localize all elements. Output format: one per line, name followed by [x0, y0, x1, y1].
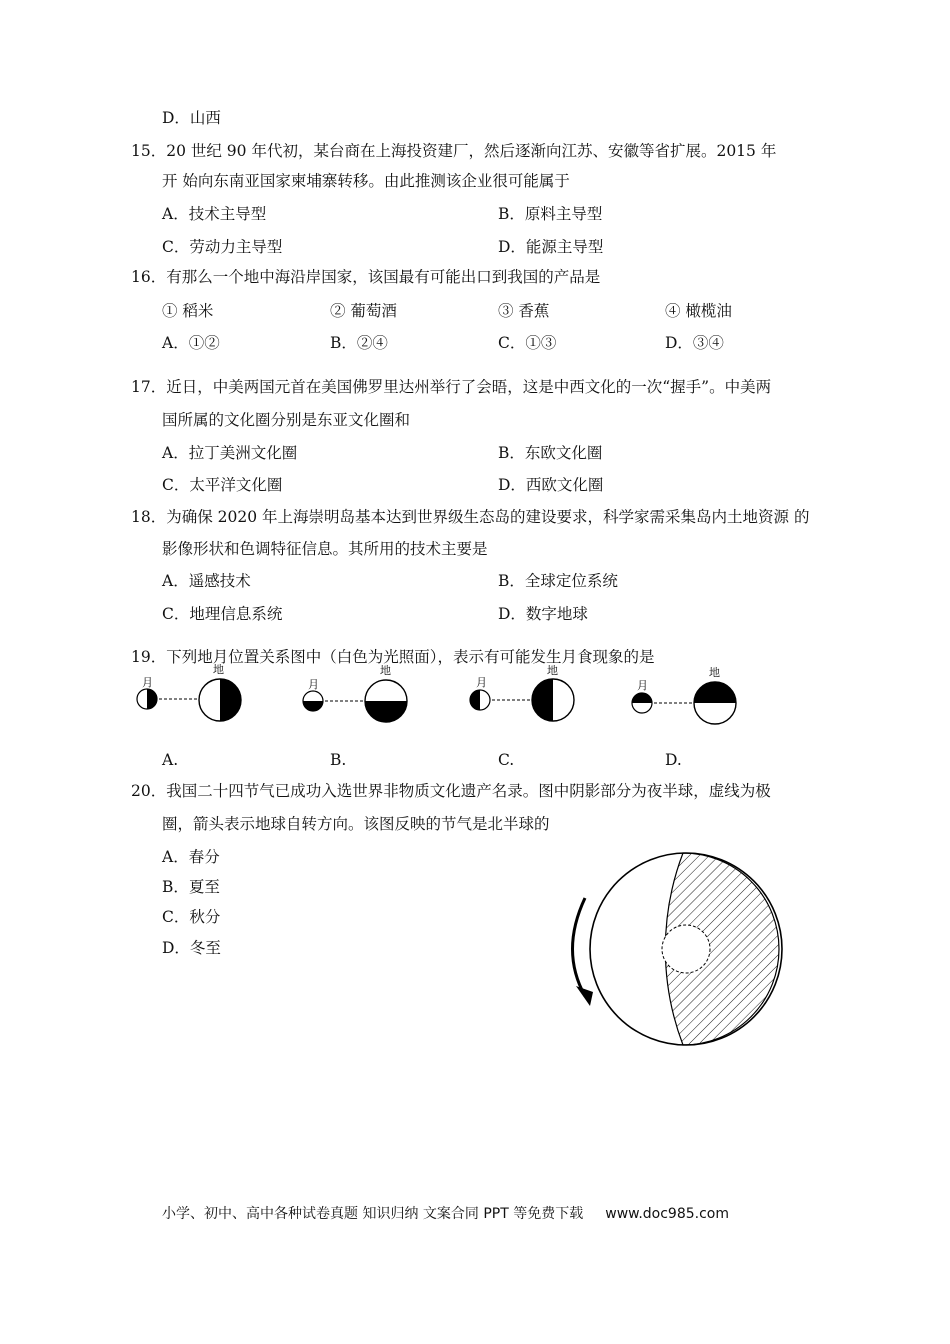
rotation-arrow [573, 898, 586, 996]
q15-option-a: A．技术主导型 [162, 205, 267, 223]
q18-option-c: C．地理信息系统 [162, 605, 283, 623]
q15-option-c: C．劳动力主导型 [162, 238, 283, 256]
q17-option-d: D．西欧文化圈 [498, 476, 604, 494]
q19-option-a: A. [162, 751, 179, 769]
q17-option-b: B．东欧文化圈 [498, 444, 603, 462]
q19-diagram-a [130, 662, 250, 726]
q19-d-earth-label: 地 [709, 666, 720, 679]
q18-option-b: B．全球定位系统 [498, 572, 618, 590]
q15-stem-line1: 15．20 世纪 90 年代初，某台商在上海投资建厂，然后逐渐向江苏、安徽等省扩展。2015 年 [131, 142, 777, 160]
footer-text: 小学、初中、高中各种试卷真题 知识归纳 文案合同 PPT 等免费下载 [162, 1206, 584, 1222]
q19-a-earth-label: 地 [213, 663, 224, 676]
q15-option-d: D．能源主导型 [498, 238, 604, 256]
q20-option-d: D．冬至 [162, 939, 221, 957]
q20-stem-line2: 圈，箭头表示地球自转方向。该图反映的节气是北半球的 [162, 815, 550, 833]
q19-diagram-b [297, 662, 417, 726]
q19-b-moon-label: 月 [308, 678, 319, 691]
arrow-head-icon [576, 986, 593, 1006]
q20-option-a: A．春分 [162, 848, 220, 866]
polar-circle [662, 925, 710, 973]
q16-stem: 16．有那么一个地中海沿岸国家，该国最有可能出口到我国的产品是 [131, 268, 601, 286]
q17-stem-line2: 国所属的文化圈分别是东亚文化圈和 [162, 411, 411, 429]
q16-item-1: ① 稻米 [162, 302, 214, 320]
q18-stem-line1: 18．为确保 2020 年上海崇明岛基本达到世界级生态岛的建设要求，科学家需采集岛内土地资源 的 [131, 508, 810, 526]
q16-item-3: ③ 香蕉 [498, 302, 550, 320]
q16-option-a: A．①② [162, 334, 220, 352]
q20-option-b: B．夏至 [162, 878, 220, 896]
q19-c-moon-label: 月 [476, 676, 487, 689]
q19-diagram-d [628, 662, 748, 726]
q15-option-b: B．原料主导型 [498, 205, 603, 223]
q19-option-d: D. [665, 751, 682, 769]
q20-earth-diagram [560, 846, 790, 1052]
footer-url[interactable]: www.doc985.com [605, 1206, 729, 1222]
q18-option-d: D．数字地球 [498, 605, 588, 623]
q19-d-moon-label: 月 [637, 679, 648, 692]
q19-a-moon-label: 月 [142, 676, 153, 689]
q19-option-c: C. [498, 751, 515, 769]
q19-stem: 19．下列地月位置关系图中（白色为光照面），表示有可能发生月食现象的是 [131, 648, 655, 666]
q18-stem-line2: 影像形状和色调特征信息。其所用的技术主要是 [162, 540, 488, 558]
page-footer [162, 1203, 729, 1223]
q14-option-d: D．山西 [162, 109, 221, 127]
q16-item-2: ② 葡萄酒 [330, 302, 397, 320]
q19-b-earth-label: 地 [380, 664, 391, 677]
q17-option-c: C．太平洋文化圈 [162, 476, 283, 494]
q20-option-c: C．秋分 [162, 908, 221, 926]
q16-item-4: ④ 橄榄油 [665, 302, 732, 320]
q15-stem-line2: 开 始向东南亚国家柬埔寨转移。由此推测该企业很可能属于 [162, 172, 570, 190]
q20-stem-line1: 20．我国二十四节气已成功入选世界非物质文化遗产名录。图中阴影部分为夜半球，虚线为极 [131, 782, 771, 800]
q17-stem-line1: 17．近日，中美两国元首在美国佛罗里达州举行了会晤，这是中西文化的一次“握手”。中美两 [131, 378, 772, 396]
q17-option-a: A．拉丁美洲文化圈 [162, 444, 298, 462]
q18-option-a: A．遥感技术 [162, 572, 251, 590]
q16-option-b: B．②④ [330, 334, 388, 352]
q19-option-b: B. [330, 751, 347, 769]
q16-option-d: D．③④ [665, 334, 724, 352]
q19-diagram-c [463, 662, 583, 726]
q19-c-earth-label: 地 [547, 664, 558, 677]
q16-option-c: C．①③ [498, 334, 557, 352]
